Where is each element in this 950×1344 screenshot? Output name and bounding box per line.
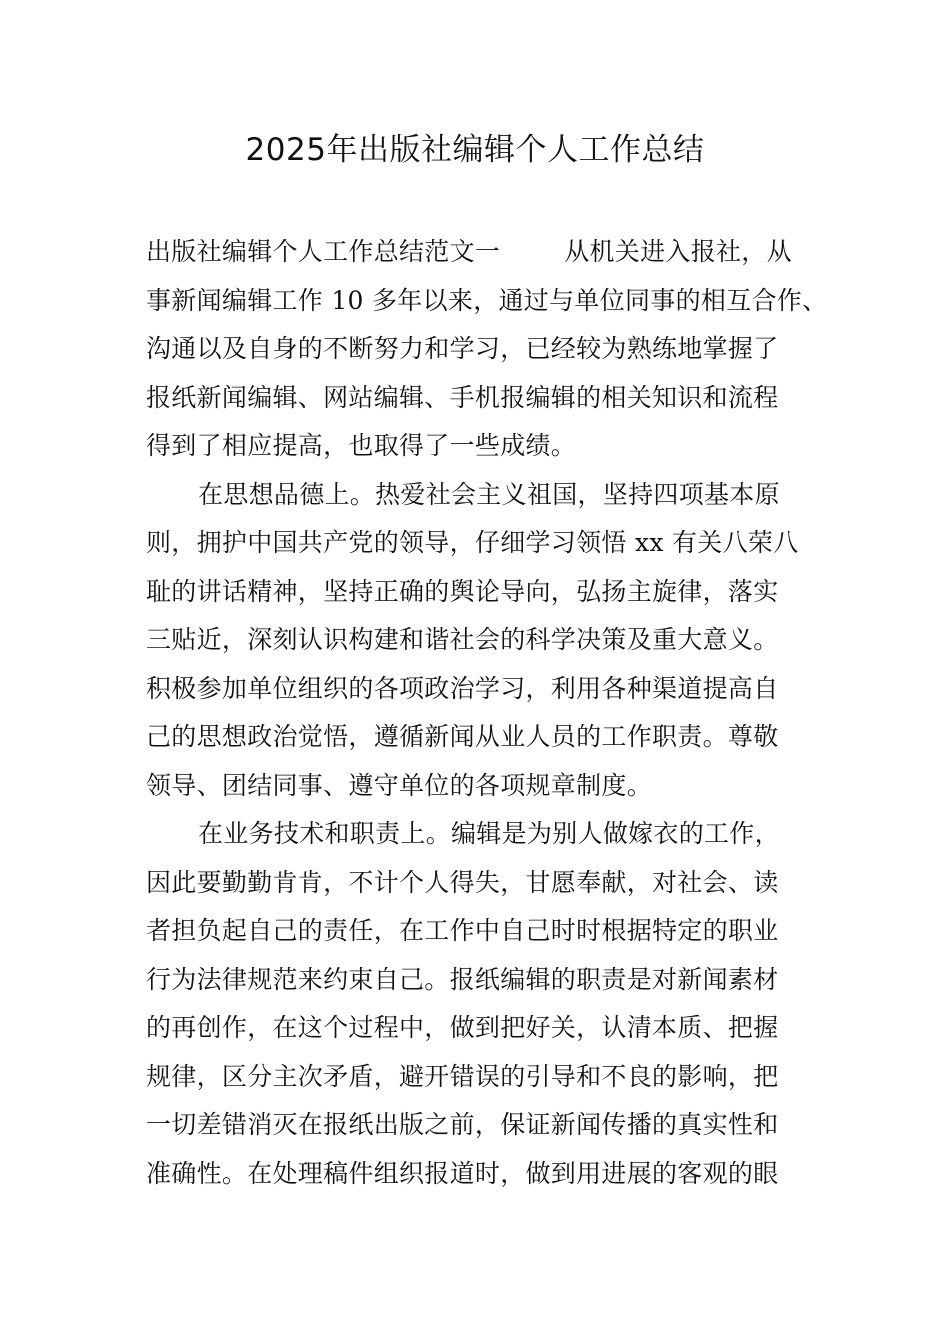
paragraph-2-line-7: 领导、团结同事、遵守单位的各项规章制度。 bbox=[146, 770, 653, 800]
paragraph-1-line-2: 事新闻编辑工作 10 多年以来，通过与单位同事的相互合作、 bbox=[146, 285, 828, 315]
document-title: 2025年出版社编辑个人工作总结 bbox=[245, 132, 705, 168]
paragraph-2-line-1: 在思想品德上。热爱社会主义祖国，坚持四项基本原 bbox=[198, 479, 780, 509]
paragraph-3-line-8: 准确性。在处理稿件组织报道时，做到用进展的客观的眼 bbox=[146, 1158, 779, 1188]
paragraph-1-line-3: 沟通以及自身的不断努力和学习，已经较为熟练地掌握了 bbox=[146, 334, 779, 363]
paragraph-2-line-3: 耻的讲话精神，坚持正确的舆论导向，弘扬主旋律，落实 bbox=[146, 576, 779, 606]
paragraph-3-line-5: 的再创作，在这个过程中，做到把好关，认清本质、把握 bbox=[146, 1013, 779, 1042]
paragraph-2-line-5: 积极参加单位组织的各项政治学习，利用各种渠道提高自 bbox=[146, 673, 779, 703]
paragraph-3-line-7: 一切差错消灭在报纸出版之前，保证新闻传播的真实性和 bbox=[146, 1110, 779, 1139]
section-heading: 出版社编辑个人工作总结范文一 bbox=[146, 237, 501, 266]
document-body bbox=[146, 228, 826, 1198]
paragraph-2-line-2: 则，拥护中国共产党的领导，仔细学习领悟 xx 有关八荣八 bbox=[146, 528, 799, 557]
paragraph-2-line-4: 三贴近，深刻认识构建和谐社会的科学决策及重大意义。 bbox=[146, 625, 779, 654]
paragraph-3-line-2: 因此要勤勤肯肯，不计个人得失，甘愿奉献，对社会、读 bbox=[146, 867, 779, 897]
paragraph-3-line-3: 者担负起自己的责任，在工作中自己时时根据特定的职业 bbox=[146, 916, 779, 945]
paragraph-1-line-1 bbox=[146, 228, 826, 277]
paragraph-3-line-6: 规律，区分主次矛盾，避开错误的引导和不良的影响，把 bbox=[146, 1061, 779, 1091]
paragraph-2-line-6: 己的思想政治觉悟，遵循新闻从业人员的工作职责。尊敬 bbox=[146, 722, 779, 751]
paragraph-1-line-4: 报纸新闻编辑、网站编辑、手机报编辑的相关知识和流程 bbox=[146, 382, 779, 412]
paragraph-1-line-5: 得到了相应提高，也取得了一些成绩。 bbox=[146, 431, 577, 460]
paragraph-3-line-4: 行为法律规范来约束自己。报纸编辑的职责是对新闻素材 bbox=[146, 964, 779, 994]
paragraph-3-line-1: 在业务技术和职责上。编辑是为别人做嫁衣的工作， bbox=[198, 819, 780, 848]
paragraph-1-text: 从机关进入报社，从 bbox=[564, 237, 792, 266]
